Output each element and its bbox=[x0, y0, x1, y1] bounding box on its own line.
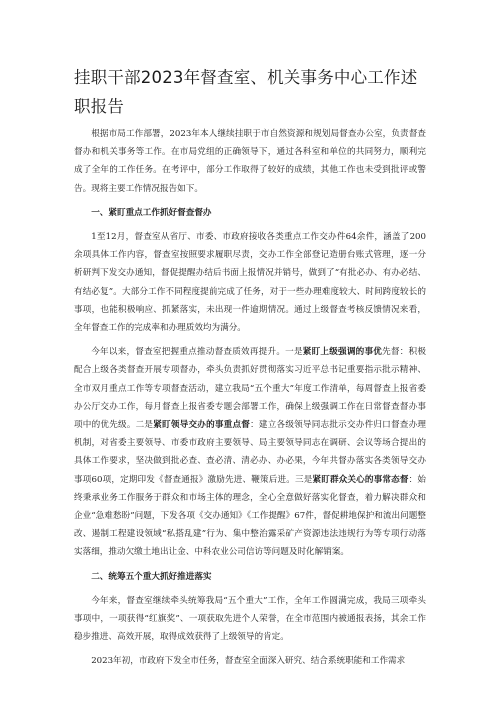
text-run: ：始终秉承业务工作服务于群众和市场主体的理念，全心全意做好落实化督查，着力解决群众和企业“急难愁盼”问题，下发各项《交办通知》《工作提醒》67件，督促耕地保护和流出问题整改、遏制工程建设领域“私搭乱建”行为、集中整治露采矿产资源违法违规行为等专项行动落实落细，推动欠缴土地出让金、中科农业公司信访等问题及时化解销案。 bbox=[74, 474, 426, 558]
page-title: 挂职干部2023年督查室、机关事务中心工作述职报告 bbox=[74, 68, 418, 116]
section1-paragraph-1: 1至12月，督查室从省厅、市委、市政府接收各类重点工作交办件64余件，涵盖了200余项具体工作内容，督查室按照要求履职尽责，交办工作全部登记造册台账式管理，逐一分析研判下发交办通知，督促提醒办结后书面上报情况并销号，做到了“有批必办、有办必结、有结必复”。大部分工作不同程度提前完成了任务，对于一些办理难度较大、时间跨度较长的事项，也能积极响应、抓紧落实，未出现一件逾期情况。通过上级督查考核反馈情况来看，全年督查工作的完成率和办理质效均为满分。 bbox=[74, 232, 426, 334]
section1-paragraph-2 bbox=[74, 343, 426, 561]
section2-paragraph-1: 今年来，督查室继续牵头统筹我局“五个重大”工作，全年工作圆满完成，我局三项牵头事项中，一项获得“红旗奖”、一项获取先进个人荣誉，在全市范围内被通报表扬，其余工作稳步推进、高效开展，取得成效获得了上级领导的肯定。 bbox=[74, 595, 426, 643]
section-heading-2: 二、统筹五个重大抓好推进落实 bbox=[91, 571, 212, 582]
intro-paragraph: 根据市局工作部署，2023年本人继续挂职于市自然资源和规划局督查办公室，负责督查督办和机关事务等工作。在市局党组的正确领导下，通过各科室和单位的共同努力，顺利完成了全年的工作任务。在考评中，部分工作取得了较好的成绩，其他工作也未受到批评或警告。现将主要工作情况报告如下。 bbox=[74, 129, 426, 194]
section-heading-1: 一、紧盯重点工作抓好督查督办 bbox=[91, 207, 212, 218]
text-run: 今年以来，督查室把握重点推动督查质效再提升。一是 bbox=[91, 347, 303, 358]
document-body bbox=[74, 125, 426, 677]
text-run: 先督：积极配合上级各类督查开展专项督办，牵头负责抓好贯彻落实习近平总书记重要指示批示精神、全市双月重点工作等专项督查活动，建立我局“五个重大”年度工作清单，每周督查上报省委办公厅交办工作，每月督查上报省委专题会部署工作，确保上级强调工作在日常督查督办事项中的优先级。二是 bbox=[74, 347, 426, 431]
emphasis-text: 紧盯上级强调的事优 bbox=[302, 347, 383, 358]
section2-paragraph-2: 2023年初，市政府下发全市任务，督查室全面深入研究、结合系统职能和工作需求 bbox=[91, 656, 406, 667]
emphasis-text: 紧盯领导交办的事重点督 bbox=[153, 420, 251, 431]
emphasis-text: 紧盯群众关心的事常态督 bbox=[312, 474, 409, 485]
text-run: ：建立各级领导同志批示交办件归口督查办理机制，对省委主要领导、市委市政府主要领导、局主要领导同志在调研、会议等场合提出的具体工作要求，坚决做到批必查、查必清、清必办、办必果，今年共督办落实各类领导交办事项60项，定期印发《督查通报》激励先进、鞭策后进。三是 bbox=[74, 420, 426, 485]
